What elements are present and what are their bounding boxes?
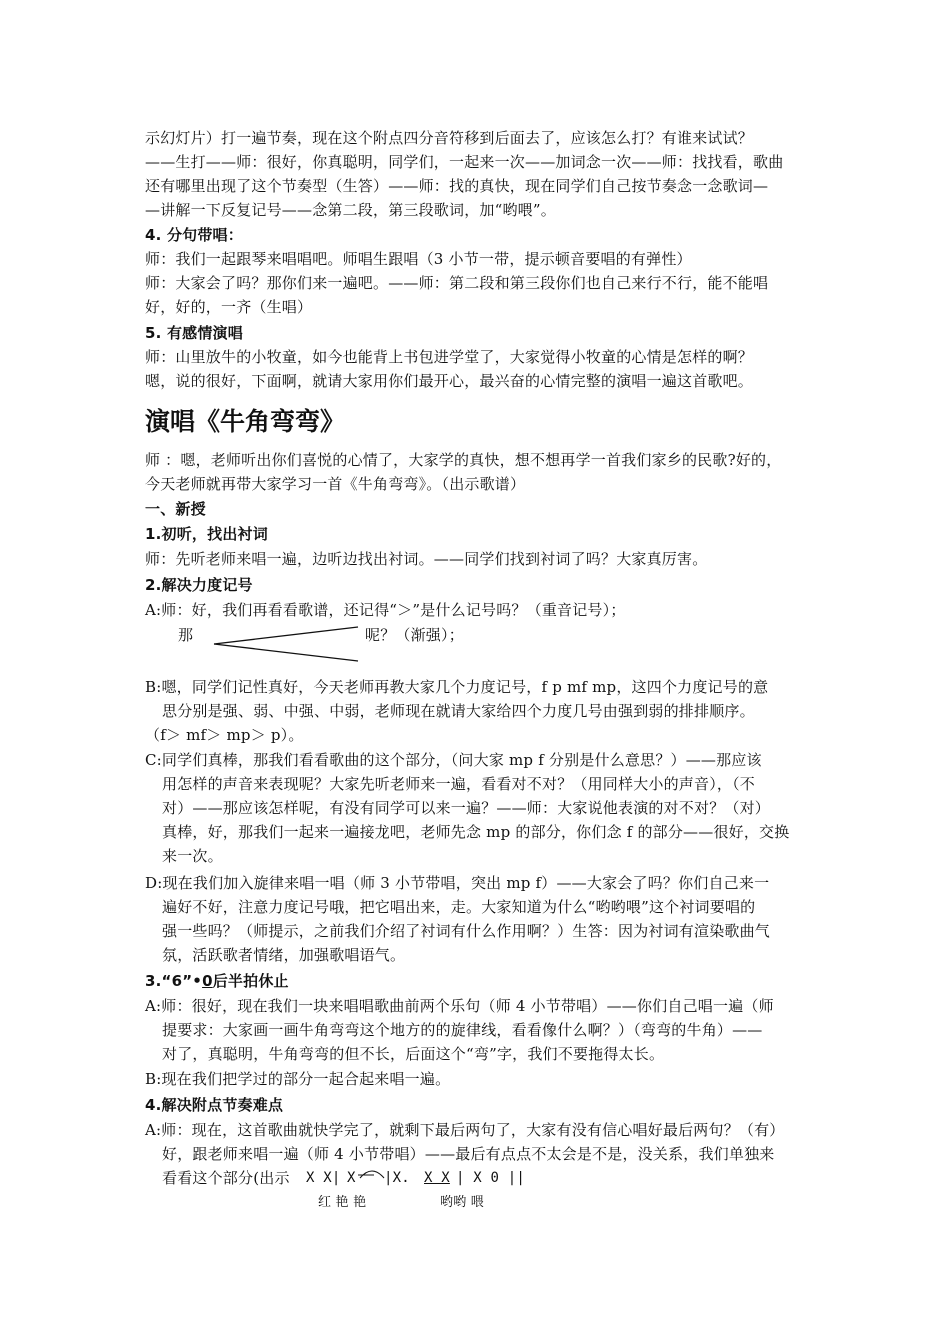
section-heading: 一、新授 xyxy=(145,500,206,518)
crescendo-prefix: 那 xyxy=(178,626,194,644)
rhythm-group: |X. xyxy=(384,1170,410,1186)
paragraph-line: 真棒，好，那我们一起来一遍接龙吧，老师先念 mp 的部分，你们念 f 的部分——很好，交换 xyxy=(162,823,790,841)
crescendo-question: 呢？（渐强）； xyxy=(365,626,464,644)
paragraph-line: 提要求：大家画一画牛角弯弯这个地方的的旋律线，看看像什么啊？）（弯弯的牛角）—— xyxy=(162,1021,763,1039)
paragraph-line: 看看这个部分(出示 xyxy=(162,1169,290,1187)
paragraph-line: 示幻灯片）打一遍节奏，现在这个附点四分音符移到后面去了，应该怎么打？有谁来试试？ xyxy=(145,129,754,147)
paragraph-line: 氛，活跃歌者情绪，加强歌唱语气。 xyxy=(162,946,406,964)
paragraph-line: 师：我们一起跟琴来唱唱吧。师唱生跟唱（3 小节一带，提示顿音要唱的有弹性） xyxy=(145,250,692,268)
underlined-zero: 0 xyxy=(202,972,213,990)
paragraph-line: （f＞ mf＞ mp＞ p）。 xyxy=(145,726,304,744)
paragraph-line: 用怎样的声音来表现呢？大家先听老师来一遍，看看对不对？（用同样大小的声音），（不 xyxy=(162,775,756,793)
subsection-heading: 2.解决力度记号 xyxy=(145,576,253,594)
paragraph-line: 强一些吗？（师提示，之前我们介绍了衬词有什么作用啊？）生答：因为衬词有渲染歌曲气 xyxy=(162,922,771,940)
paragraph-line: —讲解一下反复记号——念第二段，第三段歌词，加“哟喂”。 xyxy=(145,201,556,219)
paragraph-line: 来一次。 xyxy=(162,847,223,865)
paragraph-line: A:师：现在，这首歌曲就快学完了，就剩下最后两句了，大家有没有信心唱好最后两句？（有） xyxy=(145,1121,785,1139)
subsection-heading: 1.初听，找出衬词 xyxy=(145,525,268,543)
paragraph-line: 师：大家会了吗？那你们来一遍吧。——师：第二段和第三段你们也自己来行不行，能不能唱 xyxy=(145,274,769,292)
rhythm-group: | X 0 || xyxy=(456,1170,526,1186)
paragraph-line: 对）——那应该怎样呢，有没有同学可以来一遍？——师：大家说他表演的对不对？（对） xyxy=(162,799,771,817)
section-heading: 4. 分句带唱： xyxy=(145,226,243,244)
section-heading: 5. 有感情演唱 xyxy=(145,324,243,342)
paragraph-line: C:同学们真棒，那我们看看歌曲的这个部分，（问大家 mp f 分别是什么意思？）——那应该 xyxy=(145,751,762,769)
lesson-title: 演唱《牛角弯弯》 xyxy=(145,407,346,436)
paragraph-line: 还有哪里出现了这个节奏型（生答）——师：找的真快，现在同学们自己按节奏念一念歌词— xyxy=(145,177,769,195)
lyric-text: 哟哟 喂 xyxy=(440,1195,484,1210)
rhythm-group: X X| xyxy=(306,1170,341,1186)
paragraph-line: ——生打——师：很好，你真聪明，同学们，一起来一次——加词念一次——师：找找看，歌曲 xyxy=(145,153,784,171)
subsection-heading xyxy=(145,971,289,991)
rhythm-group: X xyxy=(347,1170,356,1186)
paragraph-line: D:现在我们加入旋律来唱一唱（师 3 小节带唱，突出 mp f）——大家会了吗？你们自己来一 xyxy=(145,874,770,892)
paragraph-line: 思分别是强、弱、中强、中弱，老师现在就请大家给四个力度几号由强到弱的排排顺序。 xyxy=(162,702,755,720)
paragraph-line: 对了，真聪明，牛角弯弯的但不长，后面这个“弯”字，我们不要拖得太长。 xyxy=(162,1045,665,1063)
paragraph-line: 师：先听老师来唱一遍，边听边找出衬词。——同学们找到衬词了吗？大家真厉害。 xyxy=(145,550,708,568)
paragraph-line: 师 ：嗯，老师听出你们喜悦的心情了，大家学的真快，想不想再学一首我们家乡的民歌?好的， xyxy=(145,451,782,469)
subsection-heading: 4.解决附点节奏难点 xyxy=(145,1096,284,1114)
heading-suffix: 后半拍休止 xyxy=(212,972,289,990)
paragraph-line: A:师：好，我们再看看歌谱，还记得“＞”是什么记号吗？（重音记号）； xyxy=(145,601,626,619)
paragraph-line: 好，跟老师来唱一遍（师 4 小节带唱）——最后有点点不太会是不是，没关系，我们单独来 xyxy=(162,1145,775,1163)
crescendo-symbol xyxy=(210,624,362,664)
paragraph-line: 嗯，说的很好，下面啊，就请大家用你们最开心，最兴奋的心情完整的演唱一遍这首歌吧。 xyxy=(145,372,754,390)
paragraph-line: B:嗯，同学们记性真好，今天老师再教大家几个力度记号，f p mf mp，这四个力度记号的意 xyxy=(145,678,769,696)
heading-prefix: 3.“6”• xyxy=(145,972,203,990)
paragraph-line: 今天老师就再带大家学习一首《牛角弯弯》。（出示歌谱） xyxy=(145,475,526,493)
rhythm-group-underlined: X X xyxy=(424,1170,450,1186)
paragraph-line: A:师：很好，现在我们一块来唱唱歌曲前两个乐句（师 4 小节带唱）——你们自己唱一遍（师 xyxy=(145,997,774,1015)
paragraph-line: B:现在我们把学过的部分一起合起来唱一遍。 xyxy=(145,1070,451,1088)
paragraph-line: 好，好的，一齐（生唱） xyxy=(145,298,313,316)
paragraph-line: 遍好不好，注意力度记号哦，把它唱出来，走。大家知道为什么“哟哟喂”这个衬词要唱的 xyxy=(162,898,756,916)
lyric-text: 红 艳 艳 xyxy=(318,1195,367,1210)
paragraph-line: 师：山里放牛的小牧童，如今也能背上书包进学堂了，大家觉得小牧童的心情是怎样的啊？ xyxy=(145,348,754,366)
